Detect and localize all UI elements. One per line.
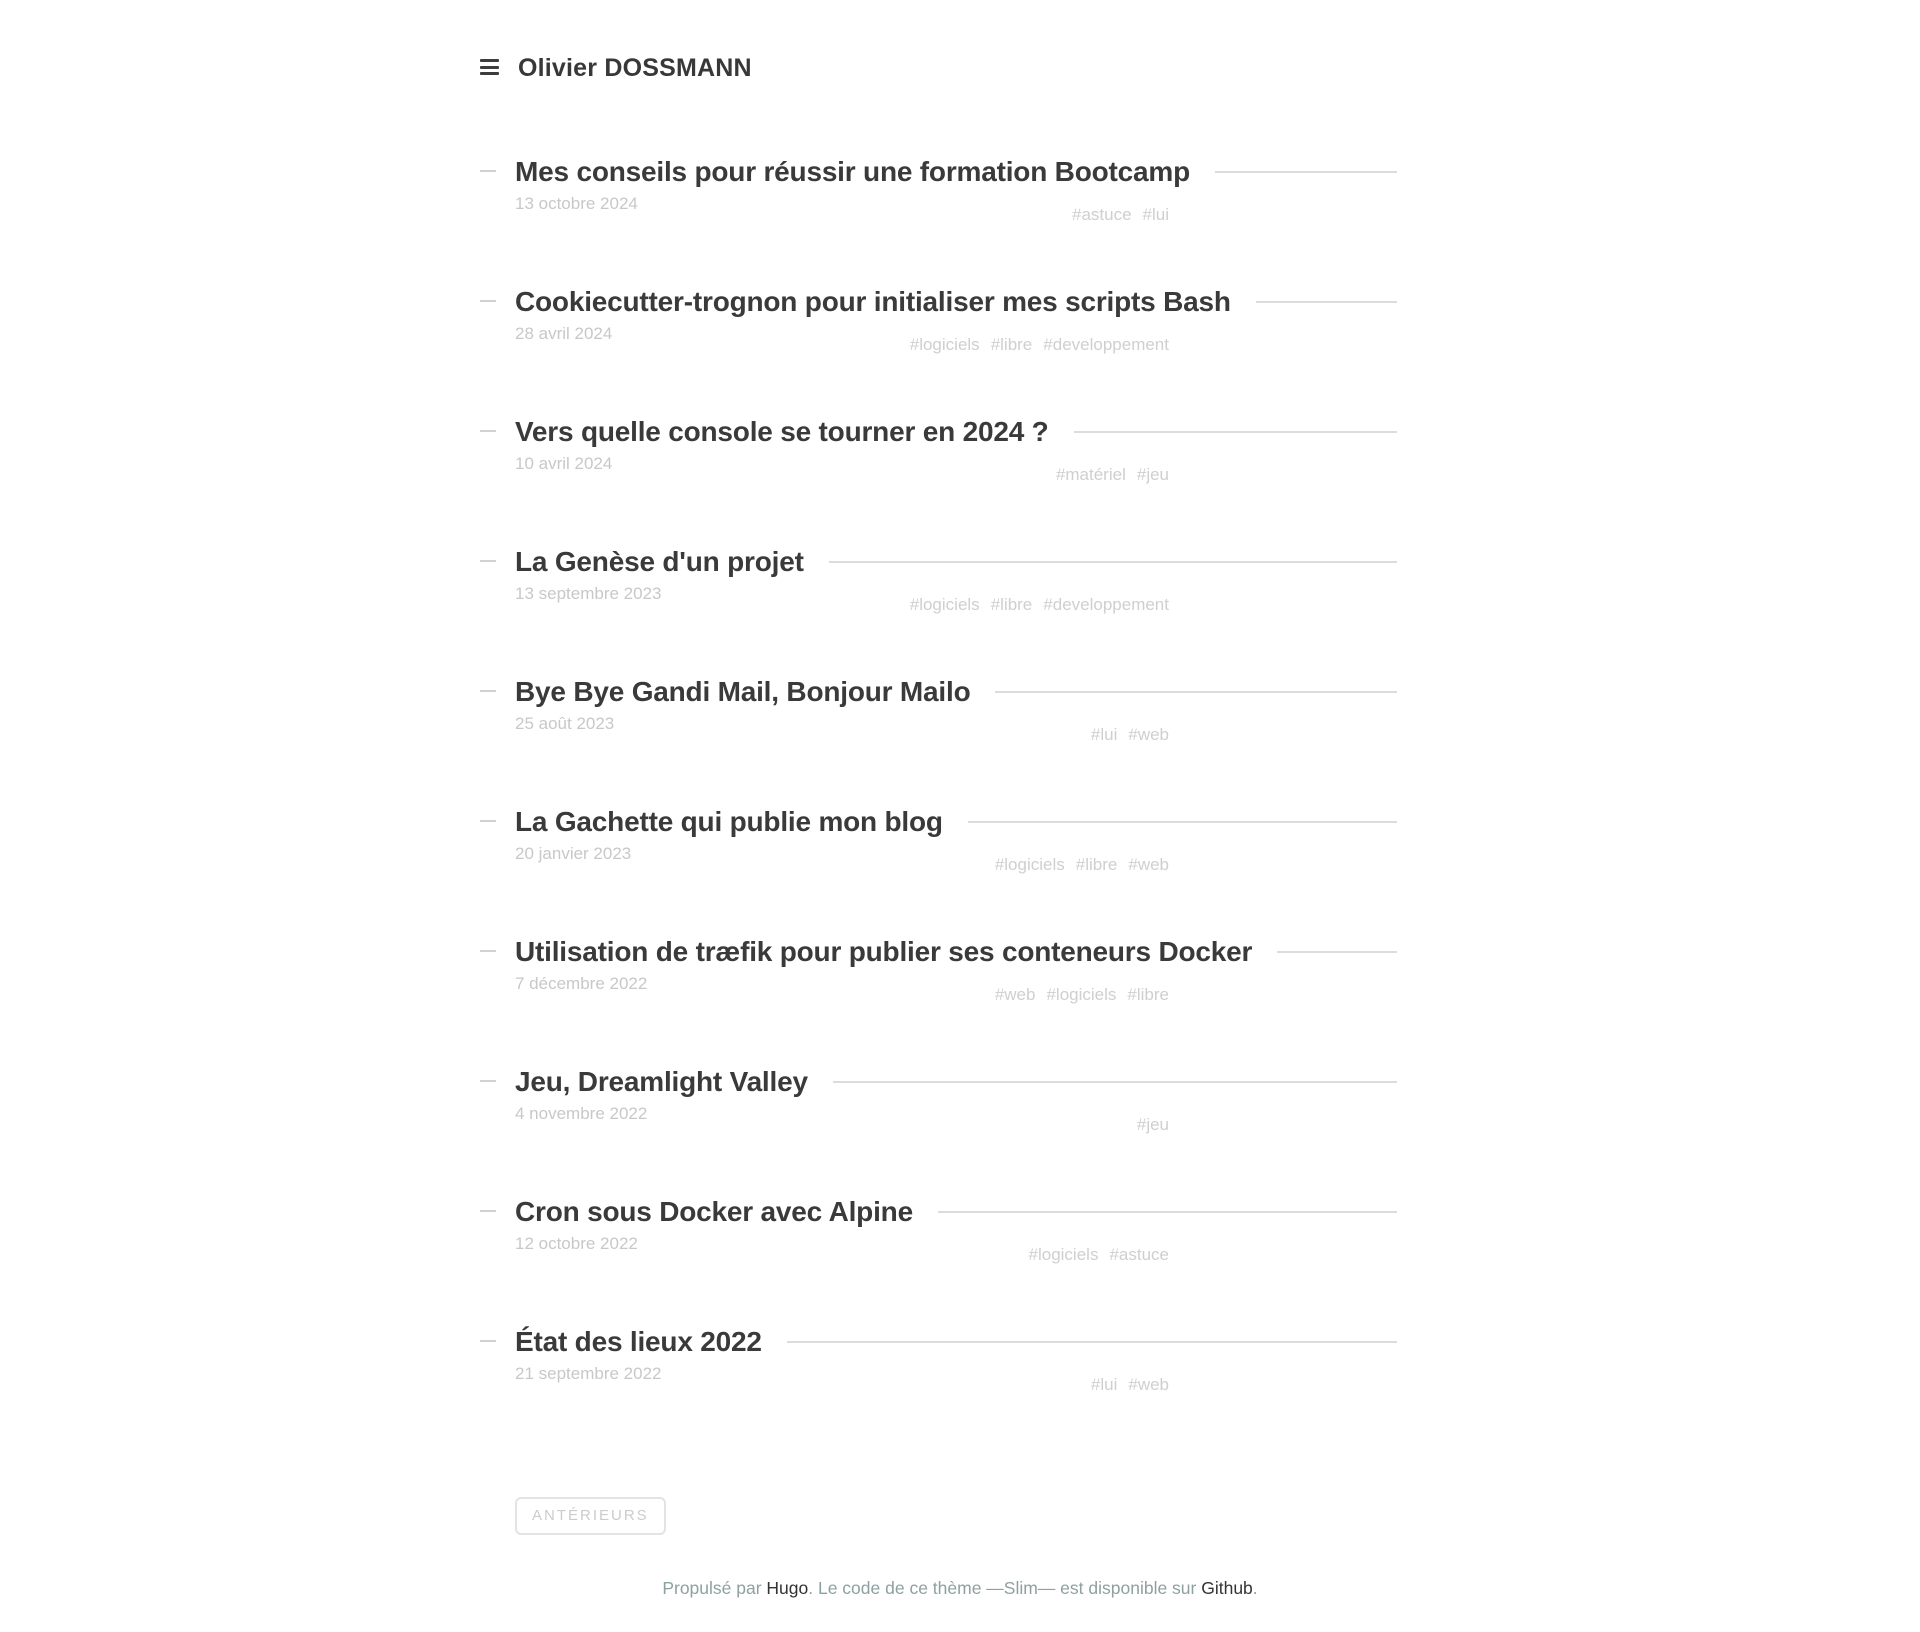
post-title-link[interactable]: Jeu, Dreamlight Valley bbox=[515, 1066, 808, 1097]
post-title-link[interactable]: Cron sous Docker avec Alpine bbox=[515, 1196, 913, 1227]
title-left-dash bbox=[480, 1080, 496, 1082]
tag-link[interactable]: #logiciels bbox=[909, 595, 980, 614]
tag-link[interactable]: #logiciels bbox=[909, 335, 980, 354]
post-meta bbox=[515, 194, 1397, 225]
post-tags bbox=[910, 335, 1169, 355]
title-left-dash bbox=[480, 690, 496, 692]
tag-link[interactable]: #astuce bbox=[1071, 205, 1132, 224]
post-title-link[interactable]: Mes conseils pour réussir une formation Bootcamp bbox=[515, 156, 1190, 187]
post-title-link[interactable]: La Genèse d'un projet bbox=[515, 546, 804, 577]
tag-link[interactable]: #developpement bbox=[1043, 595, 1169, 614]
title-left-dash bbox=[480, 1210, 496, 1212]
hamburger-menu-icon[interactable] bbox=[480, 59, 499, 75]
title-rule-line bbox=[787, 1341, 1397, 1343]
tag-link[interactable]: #lui bbox=[1090, 1375, 1118, 1394]
post-meta bbox=[515, 1104, 1397, 1135]
post-date: 20 janvier 2023 bbox=[515, 844, 632, 863]
title-rule-line bbox=[995, 691, 1397, 693]
post-meta bbox=[515, 324, 1397, 355]
post-meta bbox=[515, 714, 1397, 745]
post-tags bbox=[1091, 1375, 1169, 1395]
title-left-dash bbox=[480, 300, 496, 302]
tag-link[interactable]: #lui bbox=[1142, 205, 1169, 224]
post-tags bbox=[1091, 725, 1169, 745]
site-title-link[interactable]: Olivier DOSSMANN bbox=[518, 53, 752, 82]
site-header bbox=[515, 52, 1397, 84]
post-date: 7 décembre 2022 bbox=[515, 974, 648, 993]
post-title-row bbox=[515, 1194, 1397, 1230]
post-title-row bbox=[515, 804, 1397, 840]
post-item bbox=[515, 674, 1397, 745]
post-item bbox=[515, 1064, 1397, 1135]
github-link[interactable]: Github bbox=[1201, 1578, 1253, 1598]
post-date: 28 avril 2024 bbox=[515, 324, 613, 343]
post-date: 13 octobre 2024 bbox=[515, 194, 638, 213]
post-tags bbox=[1137, 1115, 1169, 1135]
post-item bbox=[515, 414, 1397, 485]
main-content bbox=[515, 0, 1397, 1535]
post-item bbox=[515, 1194, 1397, 1265]
tag-link[interactable]: #web bbox=[1128, 725, 1169, 744]
post-meta bbox=[515, 584, 1397, 615]
post-title-row bbox=[515, 284, 1397, 320]
post-date: 25 août 2023 bbox=[515, 714, 615, 733]
title-rule-line bbox=[833, 1081, 1397, 1083]
pagination bbox=[515, 1497, 1397, 1535]
post-meta bbox=[515, 844, 1397, 875]
title-rule-line bbox=[1215, 171, 1397, 173]
post-title-link[interactable]: Utilisation de træfik pour publier ses conteneurs Docker bbox=[515, 936, 1253, 967]
title-left-dash bbox=[480, 1340, 496, 1342]
footer-text: . bbox=[1252, 1578, 1258, 1598]
post-title-link[interactable]: État des lieux 2022 bbox=[515, 1326, 762, 1357]
tag-link[interactable]: #web bbox=[1128, 1375, 1169, 1394]
older-posts-button[interactable]: ANTÉRIEURS bbox=[515, 1497, 666, 1535]
tag-link[interactable]: #logiciels bbox=[1028, 1245, 1099, 1264]
tag-link[interactable]: #matériel bbox=[1055, 465, 1126, 484]
post-item bbox=[515, 1324, 1397, 1395]
title-left-dash bbox=[480, 170, 496, 172]
post-date: 10 avril 2024 bbox=[515, 454, 613, 473]
post-list bbox=[515, 154, 1397, 1395]
post-item bbox=[515, 284, 1397, 355]
post-title-row bbox=[515, 154, 1397, 190]
post-tags bbox=[1072, 205, 1169, 225]
post-meta bbox=[515, 1364, 1397, 1395]
hamburger-bar bbox=[480, 66, 499, 69]
tag-link[interactable]: #libre bbox=[990, 335, 1033, 354]
site-footer bbox=[0, 1577, 1920, 1631]
title-rule-line bbox=[1074, 431, 1397, 433]
tag-link[interactable]: #jeu bbox=[1136, 1115, 1169, 1134]
title-left-dash bbox=[480, 820, 496, 822]
post-item bbox=[515, 804, 1397, 875]
tag-link[interactable]: #web bbox=[994, 985, 1036, 1004]
tag-link[interactable]: #web bbox=[1128, 855, 1169, 874]
hamburger-bar bbox=[480, 59, 499, 62]
post-title-row bbox=[515, 1324, 1397, 1360]
post-date: 4 novembre 2022 bbox=[515, 1104, 648, 1123]
title-left-dash bbox=[480, 430, 496, 432]
post-tags bbox=[1056, 465, 1169, 485]
post-date: 13 septembre 2023 bbox=[515, 584, 662, 603]
footer-text: Propulsé par bbox=[662, 1578, 767, 1598]
tag-link[interactable]: #astuce bbox=[1109, 1245, 1169, 1264]
title-left-dash bbox=[480, 560, 496, 562]
post-meta bbox=[515, 974, 1397, 1005]
post-date: 21 septembre 2022 bbox=[515, 1364, 662, 1383]
hugo-link[interactable]: Hugo bbox=[766, 1578, 809, 1598]
tag-link[interactable]: #lui bbox=[1090, 725, 1118, 744]
post-title-row bbox=[515, 1064, 1397, 1100]
hamburger-bar bbox=[480, 72, 499, 75]
tag-link[interactable]: #logiciels bbox=[994, 855, 1065, 874]
title-rule-line bbox=[829, 561, 1397, 563]
post-title-row bbox=[515, 414, 1397, 450]
post-meta bbox=[515, 454, 1397, 485]
post-tags bbox=[910, 595, 1169, 615]
post-tags bbox=[995, 985, 1169, 1005]
post-tags bbox=[995, 855, 1169, 875]
title-rule-line bbox=[938, 1211, 1397, 1213]
post-title-row bbox=[515, 934, 1397, 970]
post-title-link[interactable]: La Gachette qui publie mon blog bbox=[515, 806, 943, 837]
post-item bbox=[515, 934, 1397, 1005]
tag-link[interactable]: #jeu bbox=[1136, 465, 1169, 484]
title-rule-line bbox=[968, 821, 1397, 823]
title-rule-line bbox=[1277, 951, 1397, 953]
tag-link[interactable]: #libre bbox=[1127, 985, 1169, 1004]
footer-text: . Le code de ce thème —Slim— est disponible sur bbox=[808, 1578, 1202, 1598]
post-tags bbox=[1029, 1245, 1169, 1265]
post-date: 12 octobre 2022 bbox=[515, 1234, 638, 1253]
title-rule-line bbox=[1256, 301, 1397, 303]
post-title-row bbox=[515, 674, 1397, 710]
post-item bbox=[515, 154, 1397, 225]
tag-link[interactable]: #libre bbox=[990, 595, 1033, 614]
post-title-link[interactable]: Bye Bye Gandi Mail, Bonjour Mailo bbox=[515, 676, 971, 707]
title-left-dash bbox=[480, 950, 496, 952]
tag-link[interactable]: #developpement bbox=[1043, 335, 1169, 354]
post-item bbox=[515, 544, 1397, 615]
post-title-link[interactable]: Vers quelle console se tourner en 2024 ? bbox=[515, 416, 1049, 447]
post-meta bbox=[515, 1234, 1397, 1265]
post-title-row bbox=[515, 544, 1397, 580]
post-title-link[interactable]: Cookiecutter-trognon pour initialiser mes scripts Bash bbox=[515, 286, 1231, 317]
tag-link[interactable]: #libre bbox=[1075, 855, 1118, 874]
tag-link[interactable]: #logiciels bbox=[1046, 985, 1117, 1004]
